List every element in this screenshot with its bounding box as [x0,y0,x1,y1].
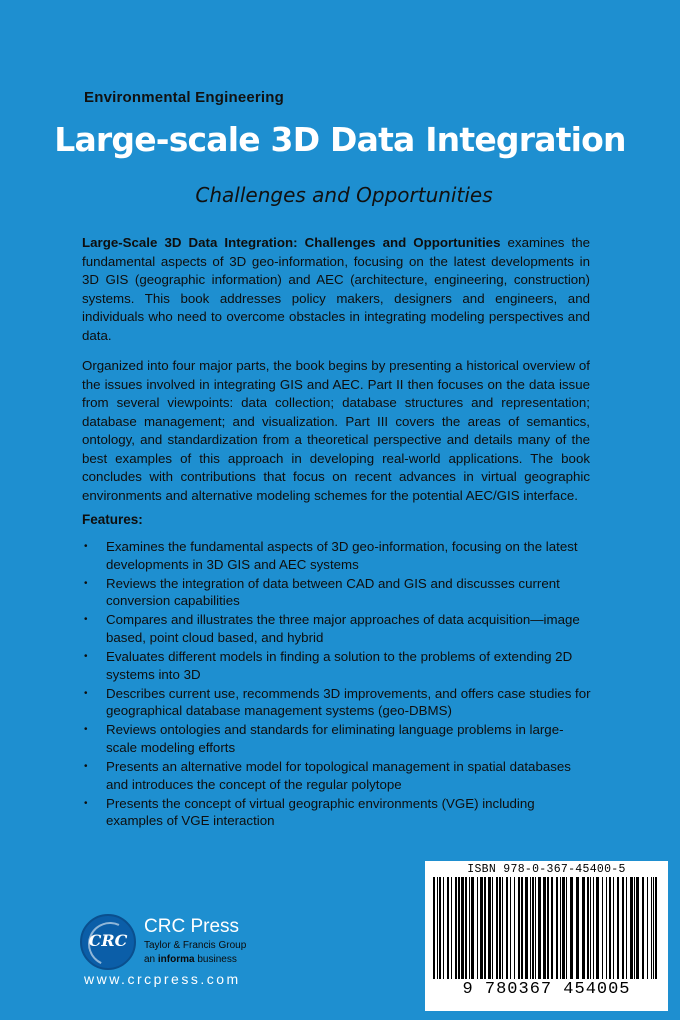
bullet-icon: • [84,724,88,736]
bullet-icon: • [84,687,88,699]
book-subtitle: Challenges and Opportunities [195,183,493,207]
logo-text: CRC [88,931,128,950]
feature-item: • Presents an alternative model for topological management in spatial databases and introduces the concept of the regular polytope [84,759,571,792]
isbn-label: ISBN 978-0-367-45400-5 [467,863,626,876]
feature-item: • Presents the concept of virtual geographic environments (VGE) including examples of VGE interaction [84,795,535,829]
barcode-icon [431,877,662,979]
intro-lead: Large-Scale 3D Data Integration: Challenges and Opportunities [82,235,501,250]
publisher-url: www.crcpress.com [84,971,241,987]
crc-logo-icon [80,914,136,970]
bullet-icon: • [84,651,88,663]
series-label: Environmental Engineering [84,89,285,106]
barcode [425,861,668,1011]
publisher-informa: an informa business [144,954,237,965]
overview-paragraph: Organized into four major parts, the book begins by presenting a historical overview of the issues involved in integrating GIS and AEC. Part II then focuses on the data issue from several viewpoints: data collection; database structures and representation; database management; and visualization. Part III covers the areas of semantics, ontology, and standardization from a theoretical perspective and details many of the best examples of this approach in developing real-world applications. The book concludes with contributions that focus on recent advances in virtual geographic environments and alternative modeling schemes for the potential AEC/GIS interface. [82,358,590,503]
feature-item: • Describes current use, recommends 3D improvements, and offers case studies for geographical database management systems (geo-DBMS) [84,685,591,719]
feature-item: • Reviews ontologies and standards for eliminating language problems in large-scale modeling efforts [84,722,564,756]
feature-item: • Examines the fundamental aspects of 3D geo-information, focusing on the latest developments in 3D GIS and AEC systems [84,539,578,572]
features-heading: Features: [82,512,143,527]
publisher-group: Taylor & Francis Group [144,940,247,951]
bullet-icon: • [84,797,88,809]
feature-item: • Evaluates different models in finding a solution to the problems of extending 2D systems into 3D [84,649,573,682]
feature-item: • Compares and illustrates the three major approaches of data acquisition—image based, point cloud based, and hybrid [84,612,580,645]
bullet-icon: • [84,577,88,589]
description [82,234,590,517]
features-list [82,538,592,832]
bullet-icon: • [84,541,88,552]
intro-rest: examines the fundamental aspects of 3D geo-information, focusing on the latest developments in 3D GIS (geographic information) and AEC (architecture, engineering, construction) systems. This book addresses policy makers, designers and engineers, and individuals who need to overcome obstacles in integrating modeling perspectives and data. [82,235,590,343]
isbn-digits: 9 780367 454005 [462,980,631,999]
intro-paragraph [82,234,590,345]
bullet-icon: • [84,614,88,626]
feature-item: • Reviews the integration of data between CAD and GIS and discusses current conversion capabilities [84,575,560,609]
bullet-icon: • [84,761,88,773]
book-title: Large-scale 3D Data Integration [54,120,626,159]
publisher-name: CRC Press [144,916,240,937]
